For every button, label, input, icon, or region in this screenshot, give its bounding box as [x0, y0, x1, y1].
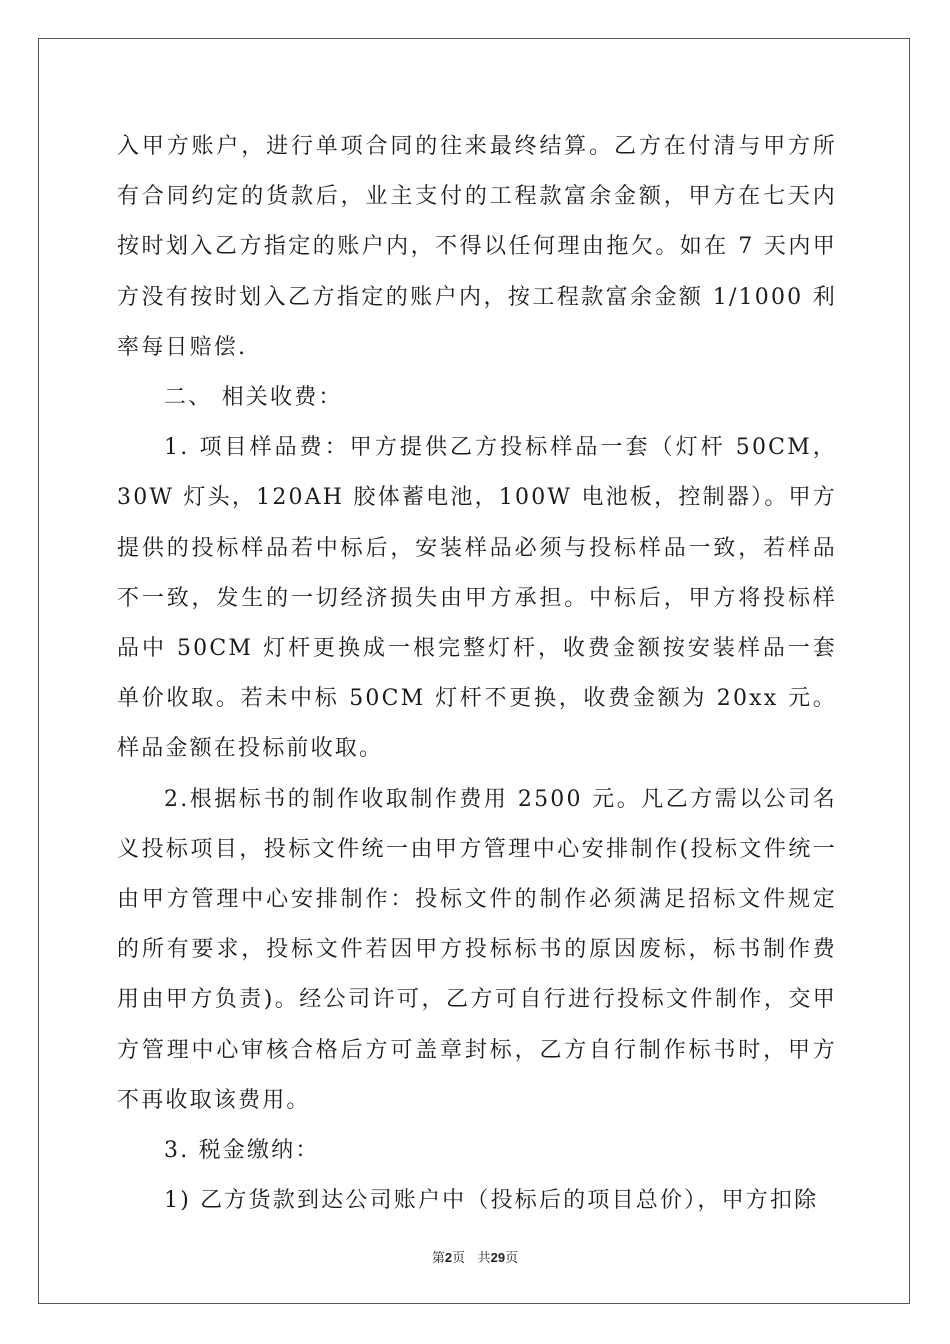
paragraph-2: 二、 相关收费：: [164, 385, 343, 411]
total-pages: 29: [490, 1250, 506, 1265]
page-footer: [0, 1247, 950, 1266]
page-prefix: 第: [431, 1251, 445, 1266]
total-suffix: 页: [505, 1251, 519, 1266]
total-prefix: 共: [477, 1251, 491, 1266]
document-body: [117, 122, 837, 1226]
page-number: 2: [444, 1250, 453, 1265]
paragraph-1: 入甲方账户，进行单项合同的往来最终结算。乙方在付清与甲方所有合同约定的货款后，业主支付的工程款富余金额，甲方在七天内按时划入乙方指定的账户内，不得以任何理由拖欠。如在 7 天内甲方没有按时划入乙方指定的账户内，按工程款富余金额 1/1000 利率每日赔偿.: [117, 134, 837, 360]
page-suffix: 页: [452, 1251, 466, 1266]
paragraph-4: 2.根据标书的制作收取制作费用 2500 元。凡乙方需以公司名义投标项目，投标文件统一由甲方管理中心安排制作(投标文件统一由甲方管理中心安排制作：投标文件的制作必须满足招标文件规定的所有要求，投标文件若因甲方投标标书的原因废标，标书制作费用由甲方负责)。经公司许可，乙方可自行进行投标文件制作，交甲方管理中心审核合格后方可盖章封标，乙方自行制作标书时，甲方不再收取该费用。: [117, 786, 837, 1113]
paragraph-5: 3. 税金缴纳：: [164, 1138, 320, 1164]
paragraph-3: 1. 项目样品费：甲方提供乙方投标样品一套（灯杆 50CM，30W 灯头，120AH 胶体蓄电池，100W 电池板，控制器）。甲方提供的投标样品若中标后，安装样品必须与投标样品一致，若样品不一致，发生的一切经济损失由甲方承担。中标后，甲方将投标样品中 50CM 灯杆更换成一根完整灯杆，收费金额按安装样品一套单价收取。若未中标 50CM 灯杆不更换，收费金额为 20xx 元。样品金额在投标前收取。: [117, 435, 837, 762]
paragraph-6: 1) 乙方货款到达公司账户中（投标后的项目总价），甲方扣除: [164, 1188, 819, 1214]
